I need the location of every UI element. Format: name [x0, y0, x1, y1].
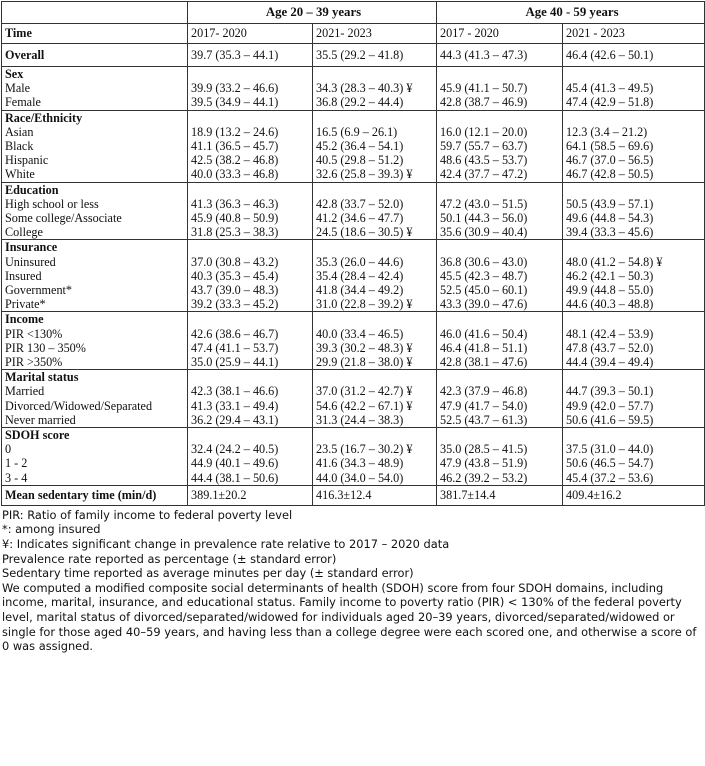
table-cell: 41.6 (34.3 – 48.9) — [313, 456, 437, 470]
note-line: Sedentary time reported as average minutes per day (± standard error) — [2, 566, 414, 581]
table-cell: 46.2 (39.2 – 53.2) — [437, 471, 563, 486]
table-row — [2, 197, 705, 211]
table-cell: 44.6 (40.3 – 48.8) — [563, 297, 705, 312]
table-row — [2, 327, 705, 341]
table-cell: 40.5 (29.8 – 51.2) — [313, 153, 437, 167]
table-row — [2, 167, 705, 182]
period-header: 2021 - 2023 — [563, 24, 705, 44]
table-row — [2, 413, 705, 428]
table-cell: 42.8 (38.1 – 47.6) — [437, 355, 563, 370]
sdoh-methods-paragraph: We computed a modified composite social determinants of health (SDOH) score from four SDOH domains, including income, marital, insurance, and educational status. Family income to poverty ratio (PIR) < 130% of the federal poverty level, marital status of divorced/separated/widowed for individuals aged 20–39 years, divorced/separated/widowed or single for those aged 40–59 years, and having less than a college degree were each scored one, and otherwise a score of 0 was assigned. — [2, 580, 697, 654]
table-cell: 45.9 (40.8 – 50.9) — [188, 211, 313, 225]
row-label: 3 - 4 — [5, 470, 28, 485]
section-header-row — [2, 370, 705, 385]
empty-cell — [313, 240, 437, 255]
table-cell: 41.3 (36.3 – 46.3) — [188, 197, 313, 211]
table-row — [2, 125, 705, 139]
table-cell: 35.4 (28.4 – 42.4) — [313, 269, 437, 283]
section-header-row — [2, 67, 705, 82]
table-cell: 45.5 (42.3 – 48.7) — [437, 269, 563, 283]
period-header-row — [2, 24, 705, 44]
table-cell: 37.5 (31.0 – 44.0) — [563, 442, 705, 456]
table-cell: 39.3 (30.2 – 48.3) ¥ — [313, 341, 437, 355]
row-label: Divorced/Widowed/Separated — [5, 398, 153, 413]
empty-cell — [188, 370, 313, 385]
row-label: Private* — [5, 297, 46, 312]
table-cell: 46.2 (42.1 – 50.3) — [563, 269, 705, 283]
table-cell: 32.6 (25.8 – 39.3) ¥ — [313, 167, 437, 182]
empty-cell — [563, 370, 705, 385]
age-group-header-row — [2, 2, 705, 24]
table-cell: 41.8 (34.4 – 49.2) — [313, 283, 437, 297]
table-row — [2, 456, 705, 470]
row-label: Some college/Associate — [5, 211, 122, 226]
table-cell: 49.9 (42.0 – 57.7) — [563, 399, 705, 413]
table-cell: 16.5 (6.9 – 26.1) — [313, 125, 437, 139]
note-line: Prevalence rate reported as percentage (± standard error) — [2, 551, 337, 566]
table-cell: 46.7 (37.0 – 56.5) — [563, 153, 705, 167]
empty-cell — [313, 110, 437, 125]
section-title: Sex — [2, 67, 188, 82]
row-label: Black — [5, 139, 34, 154]
table-cell: 45.2 (36.4 – 54.1) — [313, 139, 437, 153]
empty-cell — [563, 240, 705, 255]
empty-cell — [188, 110, 313, 125]
table-cell: 45.4 (37.2 – 53.6) — [563, 471, 705, 486]
period-header: 2017 - 2020 — [437, 24, 563, 44]
table-row — [2, 81, 705, 95]
age-group-40-59: Age 40 - 59 years — [437, 2, 705, 24]
table-cell: 41.3 (33.1 – 49.4) — [188, 399, 313, 413]
empty-cell — [313, 67, 437, 82]
section-header-row — [2, 240, 705, 255]
table-cell: 48.6 (43.5 – 53.7) — [437, 153, 563, 167]
section-title: Income — [2, 312, 188, 327]
table-cell: 35.5 (29.2 – 41.8) — [313, 44, 437, 67]
table-cell: 42.3 (38.1 – 46.6) — [188, 384, 313, 398]
table-cell: 46.0 (41.6 – 50.4) — [437, 327, 563, 341]
table-cell: 42.6 (38.6 – 46.7) — [188, 327, 313, 341]
empty-cell — [437, 428, 563, 443]
table-cell: 45.4 (41.3 – 49.5) — [563, 81, 705, 95]
section-header-row — [2, 428, 705, 443]
empty-cell — [563, 428, 705, 443]
table-row — [2, 269, 705, 283]
empty-cell — [437, 370, 563, 385]
period-header: 2021- 2023 — [313, 24, 437, 44]
overall-row — [2, 44, 705, 67]
table-cell: 36.8 (30.6 – 43.0) — [437, 255, 563, 269]
table-cell: 40.0 (33.3 – 46.8) — [188, 167, 313, 182]
table-cell: 16.0 (12.1 – 20.0) — [437, 125, 563, 139]
table-cell: 44.7 (39.3 – 50.1) — [563, 384, 705, 398]
table-row — [2, 95, 705, 110]
table-cell: 44.9 (40.1 – 49.6) — [188, 456, 313, 470]
table-row — [2, 211, 705, 225]
corner-cell — [2, 2, 188, 24]
table-cell: 23.5 (16.7 – 30.2) ¥ — [313, 442, 437, 456]
table-cell: 42.4 (37.7 – 47.2) — [437, 167, 563, 182]
table-cell: 50.6 (46.5 – 54.7) — [563, 456, 705, 470]
row-label: Hispanic — [5, 153, 49, 168]
table-row — [2, 341, 705, 355]
table-row — [2, 139, 705, 153]
table-row — [2, 442, 705, 456]
table-cell: 36.2 (29.4 – 43.1) — [188, 413, 313, 428]
table-cell: 42.8 (33.7 – 52.0) — [313, 197, 437, 211]
empty-cell — [437, 312, 563, 327]
table-cell: 42.5 (38.2 – 46.8) — [188, 153, 313, 167]
document-page — [0, 1, 705, 654]
table-row — [2, 153, 705, 167]
section-title: Education — [2, 182, 188, 197]
table-cell: 46.4 (42.6 – 50.1) — [563, 44, 705, 67]
table-cell: 48.1 (42.4 – 53.9) — [563, 327, 705, 341]
table-cell: 44.4 (38.1 – 50.6) — [188, 471, 313, 486]
table-row — [2, 283, 705, 297]
row-label: Male — [5, 81, 31, 96]
empty-cell — [563, 67, 705, 82]
note-line: ¥: Indicates significant change in prevalence rate relative to 2017 – 2020 data — [2, 537, 450, 552]
table-cell: 45.9 (41.1 – 50.7) — [437, 81, 563, 95]
table-cell: 47.4 (42.9 – 51.8) — [563, 95, 705, 110]
note-line: *: among insured — [2, 522, 101, 537]
row-label: PIR >350% — [5, 355, 63, 370]
table-cell: 47.9 (43.8 – 51.9) — [437, 456, 563, 470]
period-header: 2017- 2020 — [188, 24, 313, 44]
row-label: Married — [5, 384, 45, 399]
table-cell: 43.7 (39.0 – 48.3) — [188, 283, 313, 297]
table-cell: 35.3 (26.0 – 44.6) — [313, 255, 437, 269]
row-label: Mean sedentary time (min/d) — [2, 485, 188, 505]
table-cell: 47.2 (43.0 – 51.5) — [437, 197, 563, 211]
table-cell: 40.0 (33.4 – 46.5) — [313, 327, 437, 341]
table-cell: 44.3 (41.3 – 47.3) — [437, 44, 563, 67]
table-cell: 34.3 (28.3 – 40.3) ¥ — [313, 81, 437, 95]
empty-cell — [437, 110, 563, 125]
table-cell: 46.7 (42.8 – 50.5) — [563, 167, 705, 182]
empty-cell — [313, 428, 437, 443]
empty-cell — [563, 182, 705, 197]
table-row — [2, 399, 705, 413]
table-cell: 37.0 (31.2 – 42.7) ¥ — [313, 384, 437, 398]
table-cell: 12.3 (3.4 – 21.2) — [563, 125, 705, 139]
empty-cell — [563, 110, 705, 125]
table-cell: 50.5 (43.9 – 57.1) — [563, 197, 705, 211]
table-cell: 39.4 (33.3 – 45.6) — [563, 225, 705, 240]
empty-cell — [563, 312, 705, 327]
row-label: Female — [5, 95, 41, 110]
table-cell: 31.8 (25.3 – 38.3) — [188, 225, 313, 240]
section-header-row — [2, 312, 705, 327]
row-label: PIR 130 – 350% — [5, 340, 86, 355]
table-cell: 36.8 (29.2 – 44.4) — [313, 95, 437, 110]
table-cell: 32.4 (24.2 – 40.5) — [188, 442, 313, 456]
row-label: White — [5, 167, 35, 182]
row-label: Insured — [5, 268, 42, 283]
table-cell: 50.6 (41.6 – 59.5) — [563, 413, 705, 428]
empty-cell — [313, 370, 437, 385]
empty-cell — [188, 428, 313, 443]
section-header-row — [2, 182, 705, 197]
table-cell: 381.7±14.4 — [437, 485, 563, 505]
empty-cell — [313, 182, 437, 197]
table-cell: 41.1 (36.5 – 45.7) — [188, 139, 313, 153]
table-cell: 39.7 (35.3 – 44.1) — [188, 44, 313, 67]
empty-cell — [188, 182, 313, 197]
mean-sedentary-row — [2, 485, 705, 505]
row-label: PIR <130% — [5, 326, 63, 341]
table-cell: 18.9 (13.2 – 24.6) — [188, 125, 313, 139]
table-cell: 35.6 (30.9 – 40.4) — [437, 225, 563, 240]
table-row — [2, 297, 705, 312]
row-label: Government* — [5, 283, 73, 298]
table-row — [2, 255, 705, 269]
table-cell: 389.1±20.2 — [188, 485, 313, 505]
table-cell: 41.2 (34.6 – 47.7) — [313, 211, 437, 225]
table-row — [2, 384, 705, 398]
row-label: 1 - 2 — [5, 456, 28, 471]
note-line: PIR: Ratio of family income to federal poverty level — [2, 507, 293, 522]
table-row — [2, 471, 705, 486]
empty-cell — [437, 67, 563, 82]
table-cell: 31.3 (24.4 – 38.3) — [313, 413, 437, 428]
table-cell: 50.1 (44.3 – 56.0) — [437, 211, 563, 225]
table-cell: 47.9 (41.7 – 54.0) — [437, 399, 563, 413]
row-label: Never married — [5, 412, 76, 427]
row-label: Overall — [2, 44, 188, 67]
section-title: Insurance — [2, 240, 188, 255]
age-group-20-39: Age 20 – 39 years — [188, 2, 437, 24]
table-row — [2, 355, 705, 370]
table-cell: 52.5 (45.0 – 60.1) — [437, 283, 563, 297]
row-label: Uninsured — [5, 254, 56, 269]
empty-cell — [188, 240, 313, 255]
row-label: 0 — [5, 442, 12, 457]
empty-cell — [313, 312, 437, 327]
table-cell: 42.3 (37.9 – 46.8) — [437, 384, 563, 398]
row-label: High school or less — [5, 196, 99, 211]
section-header-row — [2, 110, 705, 125]
table-cell: 47.4 (41.1 – 53.7) — [188, 341, 313, 355]
table-cell: 52.5 (43.7 – 61.3) — [437, 413, 563, 428]
table-cell: 46.4 (41.8 – 51.1) — [437, 341, 563, 355]
table-cell: 39.9 (33.2 – 46.6) — [188, 81, 313, 95]
table-cell: 35.0 (28.5 – 41.5) — [437, 442, 563, 456]
table-cell: 44.4 (39.4 – 49.4) — [563, 355, 705, 370]
table-cell: 49.6 (44.8 – 54.3) — [563, 211, 705, 225]
table-cell: 44.0 (34.0 – 54.0) — [313, 471, 437, 486]
table-cell: 40.3 (35.3 – 45.4) — [188, 269, 313, 283]
time-label: Time — [2, 24, 188, 44]
table-cell: 43.3 (39.0 – 47.6) — [437, 297, 563, 312]
table-cell: 54.6 (42.2 – 67.1) ¥ — [313, 399, 437, 413]
row-label: College — [5, 225, 43, 240]
table-cell: 39.2 (33.3 – 45.2) — [188, 297, 313, 312]
table-cell: 29.9 (21.8 – 38.0) ¥ — [313, 355, 437, 370]
section-title: Race/Ethnicity — [2, 110, 188, 125]
section-title: Marital status — [2, 370, 188, 385]
table-cell: 47.8 (43.7 – 52.0) — [563, 341, 705, 355]
table-cell: 64.1 (58.5 – 69.6) — [563, 139, 705, 153]
table-row — [2, 225, 705, 240]
row-label: Asian — [5, 124, 34, 139]
table-cell: 31.0 (22.8 – 39.2) ¥ — [313, 297, 437, 312]
table-cell: 37.0 (30.8 – 43.2) — [188, 255, 313, 269]
table-cell: 59.7 (55.7 – 63.7) — [437, 139, 563, 153]
empty-cell — [437, 182, 563, 197]
section-title: SDOH score — [2, 428, 188, 443]
table-cell: 35.0 (25.9 – 44.1) — [188, 355, 313, 370]
table-cell: 416.3±12.4 — [313, 485, 437, 505]
table-notes — [2, 508, 702, 654]
empty-cell — [188, 67, 313, 82]
empty-cell — [437, 240, 563, 255]
prevalence-table — [1, 1, 705, 506]
table-cell: 24.5 (18.6 – 30.5) ¥ — [313, 225, 437, 240]
table-cell: 49.9 (44.8 – 55.0) — [563, 283, 705, 297]
table-cell: 42.8 (38.7 – 46.9) — [437, 95, 563, 110]
empty-cell — [188, 312, 313, 327]
table-cell: 409.4±16.2 — [563, 485, 705, 505]
table-cell: 39.5 (34.9 – 44.1) — [188, 95, 313, 110]
table-cell: 48.0 (41.2 – 54.8) ¥ — [563, 255, 705, 269]
